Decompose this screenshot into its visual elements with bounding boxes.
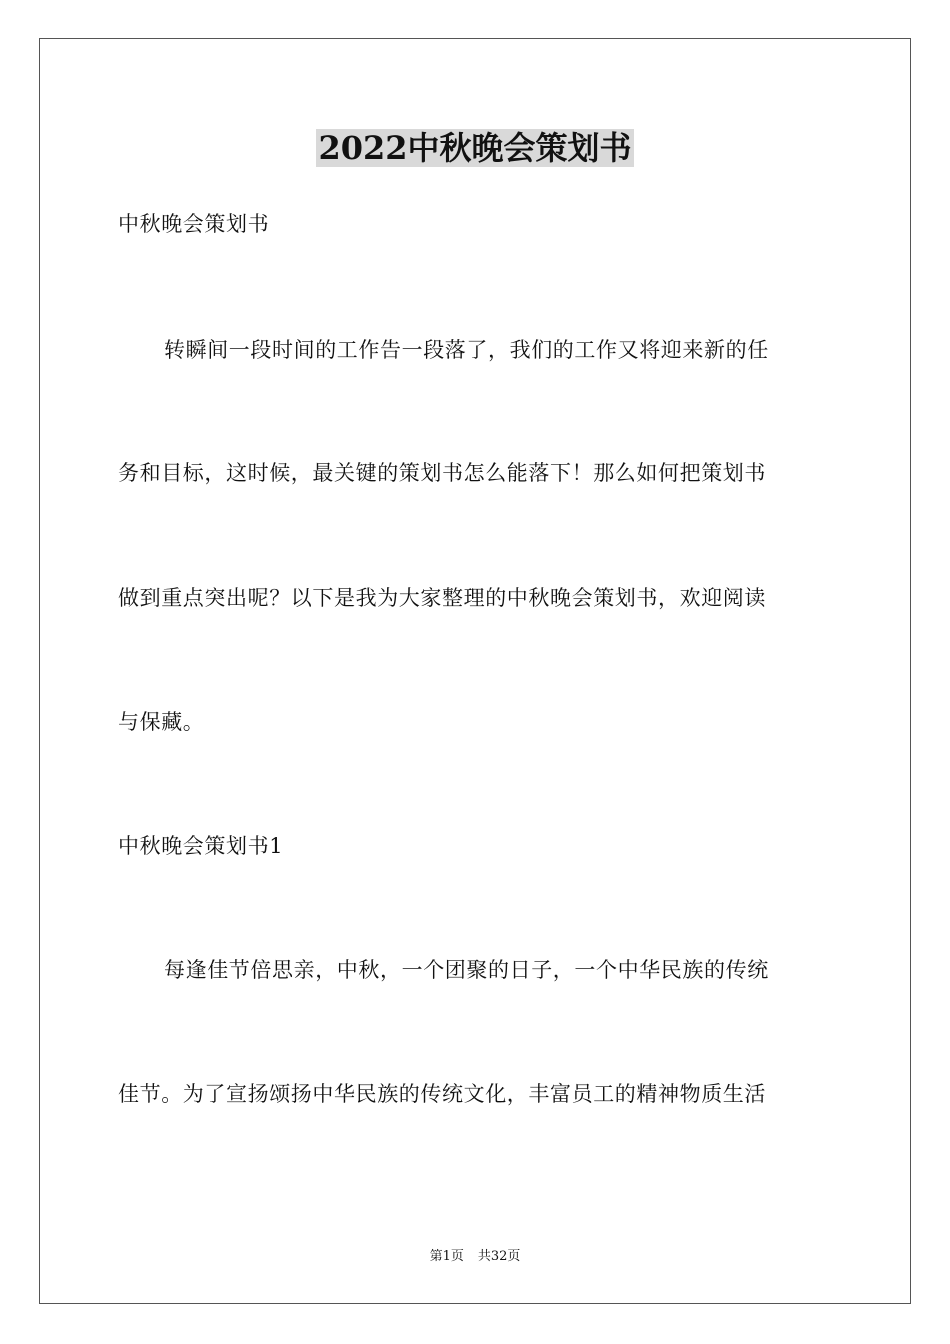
page-number-current: 第1页: [429, 1249, 464, 1264]
document-title-text: 2022中秋晚会策划书: [318, 129, 632, 167]
section-heading: 中秋晚会策划书1: [118, 834, 284, 858]
paragraph-line: 佳节。为了宣扬颂扬中华民族的传统文化，丰富员工的精神物质生活: [118, 1082, 766, 1106]
document-subtitle: 中秋晚会策划书: [118, 212, 270, 236]
page-number-total: 共32页: [477, 1249, 521, 1264]
paragraph-line: 每逢佳节倍思亲，中秋，一个团聚的日子，一个中华民族的传统: [164, 958, 769, 982]
page-footer: [0, 1248, 950, 1266]
paragraph-line: 转瞬间一段时间的工作告一段落了，我们的工作又将迎来新的任: [164, 338, 769, 362]
paragraph-line: 务和目标，这时候，最关键的策划书怎么能落下！那么如何把策划书: [118, 461, 766, 485]
document-title: [0, 126, 950, 170]
paragraph-line: 做到重点突出呢？以下是我为大家整理的中秋晚会策划书，欢迎阅读: [118, 586, 766, 610]
paragraph-line: 与保藏。: [118, 710, 205, 734]
